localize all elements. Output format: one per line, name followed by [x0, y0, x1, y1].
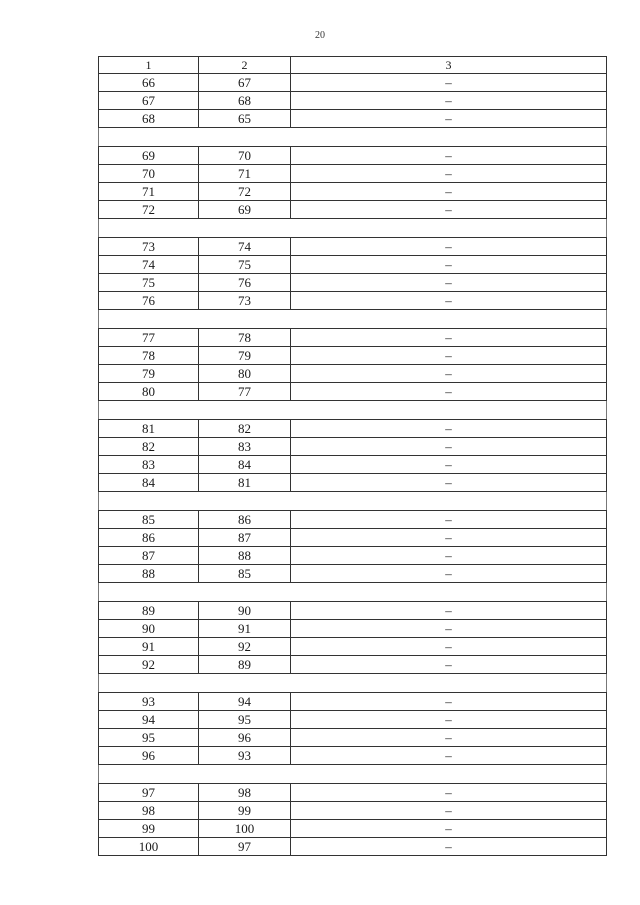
- table-cell-col2: 93: [199, 747, 291, 765]
- table-row: [99, 74, 607, 92]
- table-row: [99, 329, 607, 347]
- table-cell-col2: 88: [199, 547, 291, 565]
- column-header: 3: [291, 57, 607, 74]
- table-cell-col3: –: [291, 784, 607, 802]
- separator-cell: [99, 583, 607, 602]
- table-cell-col1: 68: [99, 110, 199, 128]
- table-cell-col1: 69: [99, 147, 199, 165]
- table-row: [99, 602, 607, 620]
- table-cell-col1: 82: [99, 438, 199, 456]
- table-cell-col1: 98: [99, 802, 199, 820]
- table-cell-col3: –: [291, 711, 607, 729]
- table-row: [99, 711, 607, 729]
- table-row: [99, 511, 607, 529]
- table-cell-col1: 93: [99, 693, 199, 711]
- table-cell-col2: 95: [199, 711, 291, 729]
- table-cell-col3: –: [291, 201, 607, 219]
- table-row: [99, 693, 607, 711]
- table-cell-col1: 83: [99, 456, 199, 474]
- table-cell-col1: 67: [99, 92, 199, 110]
- separator-cell: [99, 219, 607, 238]
- table-cell-col2: 75: [199, 256, 291, 274]
- table-cell-col2: 86: [199, 511, 291, 529]
- table-cell-col2: 71: [199, 165, 291, 183]
- table-cell-col2: 94: [199, 693, 291, 711]
- table-row: [99, 365, 607, 383]
- group-separator-row: [99, 128, 607, 147]
- group-separator-row: [99, 583, 607, 602]
- table-row: [99, 747, 607, 765]
- table-cell-col3: –: [291, 329, 607, 347]
- table-row: [99, 238, 607, 256]
- table-cell-col3: –: [291, 383, 607, 401]
- table-cell-col1: 88: [99, 565, 199, 583]
- table-cell-col1: 97: [99, 784, 199, 802]
- table-cell-col2: 73: [199, 292, 291, 310]
- table-row: [99, 820, 607, 838]
- table-row: [99, 274, 607, 292]
- table-cell-col1: 90: [99, 620, 199, 638]
- table-cell-col3: –: [291, 802, 607, 820]
- table-cell-col3: –: [291, 110, 607, 128]
- table-row: [99, 92, 607, 110]
- table-cell-col3: –: [291, 365, 607, 383]
- table-cell-col3: –: [291, 602, 607, 620]
- table-cell-col2: 70: [199, 147, 291, 165]
- separator-cell: [99, 401, 607, 420]
- table-cell-col1: 78: [99, 347, 199, 365]
- group-separator-row: [99, 765, 607, 784]
- table-cell-col1: 87: [99, 547, 199, 565]
- table-cell-col2: 84: [199, 456, 291, 474]
- table-cell-col2: 82: [199, 420, 291, 438]
- table-cell-col3: –: [291, 820, 607, 838]
- table-cell-col3: –: [291, 74, 607, 92]
- table-row: [99, 656, 607, 674]
- table-cell-col3: –: [291, 620, 607, 638]
- table-cell-col1: 92: [99, 656, 199, 674]
- table-cell-col2: 65: [199, 110, 291, 128]
- table-cell-col1: 77: [99, 329, 199, 347]
- table-body: [99, 57, 607, 856]
- table-cell-col2: 79: [199, 347, 291, 365]
- table-cell-col3: –: [291, 729, 607, 747]
- table-cell-col3: –: [291, 656, 607, 674]
- table-cell-col3: –: [291, 147, 607, 165]
- table-row: [99, 620, 607, 638]
- table-cell-col2: 96: [199, 729, 291, 747]
- group-separator-row: [99, 310, 607, 329]
- table-cell-col3: –: [291, 547, 607, 565]
- table-row: [99, 383, 607, 401]
- table-row: [99, 292, 607, 310]
- table-cell-col3: –: [291, 529, 607, 547]
- table-cell-col1: 79: [99, 365, 199, 383]
- table-cell-col2: 92: [199, 638, 291, 656]
- table-cell-col3: –: [291, 693, 607, 711]
- table-row: [99, 638, 607, 656]
- table-cell-col3: –: [291, 238, 607, 256]
- table-row: [99, 474, 607, 492]
- table-cell-col3: –: [291, 165, 607, 183]
- separator-cell: [99, 765, 607, 784]
- table-cell-col3: –: [291, 438, 607, 456]
- table-cell-col3: –: [291, 92, 607, 110]
- table-cell-col2: 72: [199, 183, 291, 201]
- table-cell-col1: 80: [99, 383, 199, 401]
- table-cell-col2: 85: [199, 565, 291, 583]
- table-cell-col2: 68: [199, 92, 291, 110]
- table-row: [99, 729, 607, 747]
- table-row: [99, 838, 607, 856]
- table-cell-col2: 78: [199, 329, 291, 347]
- separator-cell: [99, 310, 607, 329]
- page-number: 20: [315, 30, 325, 41]
- table-row: [99, 438, 607, 456]
- table-cell-col3: –: [291, 274, 607, 292]
- separator-cell: [99, 128, 607, 147]
- table-cell-col2: 98: [199, 784, 291, 802]
- table-cell-col2: 69: [199, 201, 291, 219]
- table-cell-col2: 67: [199, 74, 291, 92]
- table-row: [99, 565, 607, 583]
- table-cell-col2: 81: [199, 474, 291, 492]
- table-cell-col3: –: [291, 511, 607, 529]
- table-cell-col1: 70: [99, 165, 199, 183]
- table-row: [99, 784, 607, 802]
- table-cell-col1: 100: [99, 838, 199, 856]
- table-row: [99, 110, 607, 128]
- table-cell-col1: 86: [99, 529, 199, 547]
- group-separator-row: [99, 492, 607, 511]
- table-cell-col3: –: [291, 638, 607, 656]
- table-cell-col2: 99: [199, 802, 291, 820]
- table-row: [99, 147, 607, 165]
- table-cell-col1: 75: [99, 274, 199, 292]
- separator-cell: [99, 674, 607, 693]
- table-cell-col3: –: [291, 456, 607, 474]
- table-cell-col1: 74: [99, 256, 199, 274]
- table-cell-col3: –: [291, 747, 607, 765]
- separator-cell: [99, 492, 607, 511]
- table-cell-col3: –: [291, 420, 607, 438]
- column-header: 1: [99, 57, 199, 74]
- table-cell-col2: 87: [199, 529, 291, 547]
- table-cell-col2: 89: [199, 656, 291, 674]
- table-cell-col1: 72: [99, 201, 199, 219]
- table-cell-col1: 84: [99, 474, 199, 492]
- table-cell-col2: 97: [199, 838, 291, 856]
- table-row: [99, 802, 607, 820]
- table-cell-col1: 89: [99, 602, 199, 620]
- table-row: [99, 201, 607, 219]
- data-table: [98, 56, 607, 856]
- table-row: [99, 347, 607, 365]
- table-cell-col1: 99: [99, 820, 199, 838]
- table-cell-col1: 96: [99, 747, 199, 765]
- table-cell-col2: 83: [199, 438, 291, 456]
- group-separator-row: [99, 401, 607, 420]
- table-cell-col3: –: [291, 183, 607, 201]
- table-cell-col2: 77: [199, 383, 291, 401]
- table-cell-col1: 91: [99, 638, 199, 656]
- table-cell-col1: 81: [99, 420, 199, 438]
- table-row: [99, 547, 607, 565]
- table-cell-col3: –: [291, 565, 607, 583]
- table-row: [99, 183, 607, 201]
- table-cell-col2: 90: [199, 602, 291, 620]
- table-row: [99, 165, 607, 183]
- table-cell-col2: 76: [199, 274, 291, 292]
- column-header: 2: [199, 57, 291, 74]
- table-cell-col1: 73: [99, 238, 199, 256]
- table-header-row: [99, 57, 607, 74]
- table-cell-col1: 95: [99, 729, 199, 747]
- table-cell-col1: 76: [99, 292, 199, 310]
- table-cell-col3: –: [291, 256, 607, 274]
- table-cell-col3: –: [291, 292, 607, 310]
- table-cell-col2: 100: [199, 820, 291, 838]
- group-separator-row: [99, 674, 607, 693]
- table-cell-col1: 66: [99, 74, 199, 92]
- table-cell-col3: –: [291, 838, 607, 856]
- group-separator-row: [99, 219, 607, 238]
- table-cell-col3: –: [291, 347, 607, 365]
- table-cell-col1: 94: [99, 711, 199, 729]
- table-cell-col1: 85: [99, 511, 199, 529]
- table-cell-col2: 80: [199, 365, 291, 383]
- table-row: [99, 256, 607, 274]
- table-row: [99, 529, 607, 547]
- table-cell-col1: 71: [99, 183, 199, 201]
- table-row: [99, 456, 607, 474]
- table-cell-col3: –: [291, 474, 607, 492]
- table-row: [99, 420, 607, 438]
- table-cell-col2: 91: [199, 620, 291, 638]
- table-cell-col2: 74: [199, 238, 291, 256]
